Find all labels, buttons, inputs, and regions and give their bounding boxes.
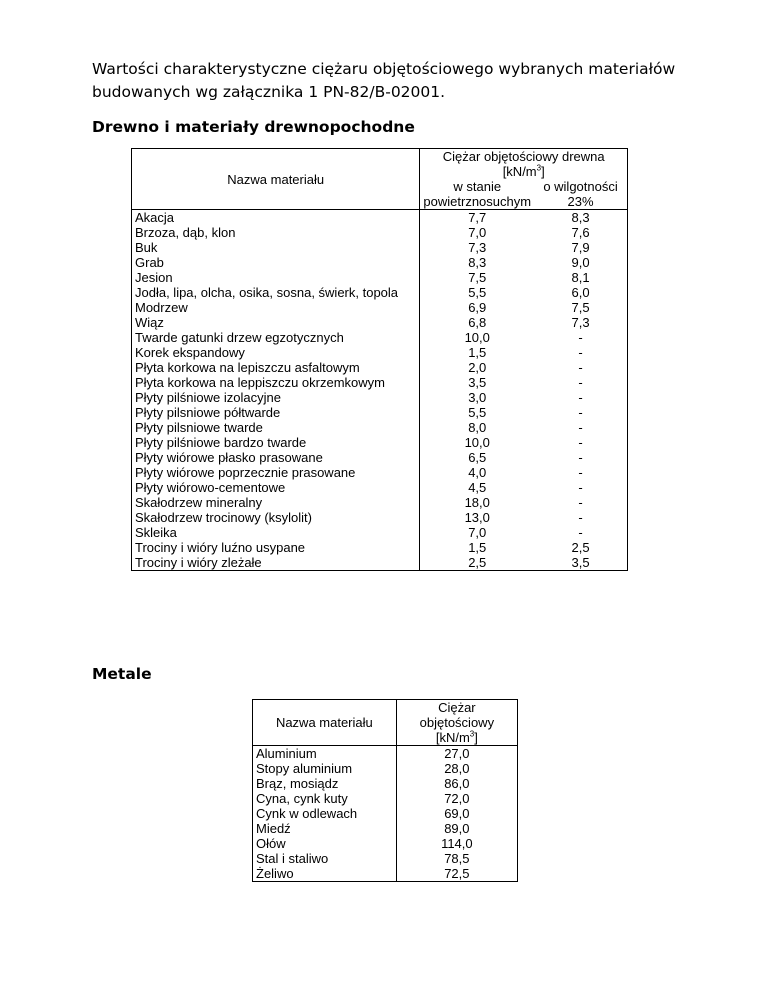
table-row [132,555,628,571]
material-name: Płyty pilśniowe bardzo twarde [132,435,420,450]
weight-wet: - [578,345,583,360]
weight-wet: - [578,525,583,540]
material-name: Jesion [132,270,420,285]
weight-dry: 6,8 [468,315,487,330]
weight-wet: 2,5 [571,540,590,555]
weight-dry: 5,5 [468,285,487,300]
table-row [132,240,628,255]
table-row [253,761,518,776]
wood-col-name-header [132,149,420,210]
wood-sub-dry-line2: powietrznosuchym [423,194,532,209]
weight-value: 69,0 [444,806,470,821]
weight-wet: 7,5 [571,300,590,315]
weight-wet: 7,3 [571,315,590,330]
weight-dry: 3,5 [468,375,487,390]
weight-wet: 8,1 [571,270,590,285]
metal-unit-exponent: 3 [469,729,475,739]
table-row [132,330,628,345]
weight-dry: 8,3 [468,255,487,270]
wood-col-name-label: Nazwa materiału [227,171,325,187]
wood-unit-exponent: 3 [536,163,542,173]
table-row [132,435,628,450]
table-row [253,866,518,882]
metal-unit-text: [kN/m [435,730,470,745]
weight-wet: 8,3 [534,210,627,226]
material-name: Akacja [132,210,420,226]
material-name: Korek ekspandowy [132,345,420,360]
weight-wet: - [578,435,583,450]
material-name: Stal i staliwo [253,851,397,866]
material-name: Twarde gatunki drzew egzotycznych [132,330,420,345]
table-row [132,225,628,240]
table-row [132,255,628,270]
material-name: Modrzew [132,300,420,315]
material-name: Płyty pilsniowe twarde [132,420,420,435]
weight-dry: 2,5 [468,555,487,570]
material-name: Trociny i wióry zleżałe [132,555,420,571]
material-name: Brzoza, dąb, klon [132,225,420,240]
weight-dry: 2,0 [468,360,487,375]
metal-col-weight-label: Ciężar objętościowy [419,700,495,730]
weight-wet: 3,5 [571,555,590,570]
weight-dry: 10,0 [464,330,490,345]
weight-wet: - [578,450,583,465]
weight-value: 78,5 [444,851,470,866]
material-name: Skleika [132,525,420,540]
weight-dry: 7,0 [468,525,487,540]
wood-col-weight-header [420,149,628,165]
table-row [132,540,628,555]
table-row [132,390,628,405]
weight-value: 72,0 [444,791,470,806]
material-name: Aluminium [253,746,397,762]
material-name: Wiąz [132,315,420,330]
table-row [132,525,628,540]
table-row [132,480,628,495]
weight-wet: - [578,510,583,525]
table-row [132,375,628,390]
table-row [253,791,518,806]
material-name: Płyta korkowa na lepiszczu asfaltowym [132,360,420,375]
metal-table-body [253,746,518,882]
weight-dry: 1,5 [468,540,487,555]
metal-materials-table [252,699,518,882]
table-row [253,776,518,791]
wood-col-weight-label: Ciężar objętościowy drewna [442,149,605,164]
weight-dry: 10,0 [464,435,490,450]
material-name: Cyna, cynk kuty [253,791,397,806]
table-row [132,300,628,315]
weight-value: 27,0 [396,746,517,762]
metal-col-name-header [253,700,397,746]
table-row [132,360,628,375]
weight-value: 114,0 [441,836,473,851]
weight-wet: - [578,495,583,510]
material-name: Płyty wiórowe poprzecznie prasowane [132,465,420,480]
weight-wet: - [578,405,583,420]
weight-wet: - [578,360,583,375]
wood-section-heading: Drewno i materiały drewnopochodne [92,118,415,136]
weight-wet: - [578,480,583,495]
material-name: Płyty pilsniowe półtwarde [132,405,420,420]
table-row [132,315,628,330]
weight-dry: 7,5 [468,270,487,285]
wood-table-body [132,210,628,571]
wood-sub-dry-line1: w stanie [453,179,502,194]
weight-wet: 7,6 [571,225,590,240]
table-row [132,270,628,285]
weight-dry: 5,5 [468,405,487,420]
table-row [132,345,628,360]
table-row [132,210,628,226]
material-name: Stopy aluminium [253,761,397,776]
table-row [132,495,628,510]
material-name: Grab [132,255,420,270]
material-name: Buk [132,240,420,255]
material-name: Jodła, lipa, olcha, osika, sosna, świerk, topola [132,285,420,300]
weight-dry: 1,5 [468,345,487,360]
weight-wet: - [578,420,583,435]
metal-unit-close: ] [474,730,478,745]
wood-unit-text: [kN/m [502,164,537,179]
wood-materials-table [131,148,628,571]
material-name: Cynk w odlewach [253,806,397,821]
weight-dry: 18,0 [464,495,490,510]
material-name: Płyty pilśniowe izolacyjne [132,390,420,405]
metal-col-name-label: Nazwa materiału [275,715,373,730]
material-name: Skałodrzew mineralny [132,495,420,510]
weight-dry: 13,0 [464,510,490,525]
material-name: Płyty wiórowo-cementowe [132,480,420,495]
weight-wet: - [578,330,583,345]
weight-wet: - [578,375,583,390]
table-row [132,465,628,480]
material-name: Płyty wiórowe płasko prasowane [132,450,420,465]
weight-wet: - [578,465,583,480]
material-name: Trociny i wióry luźno usypane [132,540,420,555]
table-row [253,821,518,836]
weight-wet: - [578,390,583,405]
table-row [132,510,628,525]
weight-dry: 6,5 [468,450,487,465]
material-name: Żeliwo [253,866,397,882]
table-row [132,405,628,420]
weight-wet: 9,0 [571,255,590,270]
wood-sub-wet-line2: 23% [567,194,594,209]
metal-section-heading: Metale [92,665,152,683]
table-row [132,450,628,465]
weight-value: 72,5 [444,866,470,881]
material-name: Skałodrzew trocinowy (ksylolit) [132,510,420,525]
weight-dry: 6,9 [468,300,487,315]
table-row [253,806,518,821]
weight-dry: 7,3 [468,240,487,255]
weight-wet: 7,9 [571,240,590,255]
material-name: Płyta korkowa na leppiszczu okrzemkowym [132,375,420,390]
material-name: Miedź [253,821,397,836]
intro-paragraph: Wartości charakterystyczne ciężaru objętościowego wybranych materiałów budowanych wg załącznika 1 PN-82/B-02001. [92,60,676,101]
wood-unit-close: ] [541,164,545,179]
weight-value: 86,0 [444,776,470,791]
weight-dry: 4,5 [468,480,487,495]
weight-dry: 4,0 [468,465,487,480]
table-row [253,746,518,762]
weight-dry: 3,0 [468,390,487,405]
table-row [132,420,628,435]
table-row [253,851,518,866]
weight-value: 89,0 [444,821,470,836]
table-row [132,285,628,300]
weight-dry: 8,0 [468,420,487,435]
metal-col-weight-unit [396,730,517,746]
weight-wet: 6,0 [571,285,590,300]
wood-sub-wet-line1: o wilgotności [543,179,618,194]
material-name: Brąz, mosiądz [253,776,397,791]
weight-dry: 7,7 [420,210,534,226]
wood-col-weight-unit [420,164,628,179]
table-row [253,836,518,851]
material-name: Ołów [253,836,397,851]
weight-dry: 7,0 [468,225,487,240]
weight-value: 28,0 [444,761,470,776]
